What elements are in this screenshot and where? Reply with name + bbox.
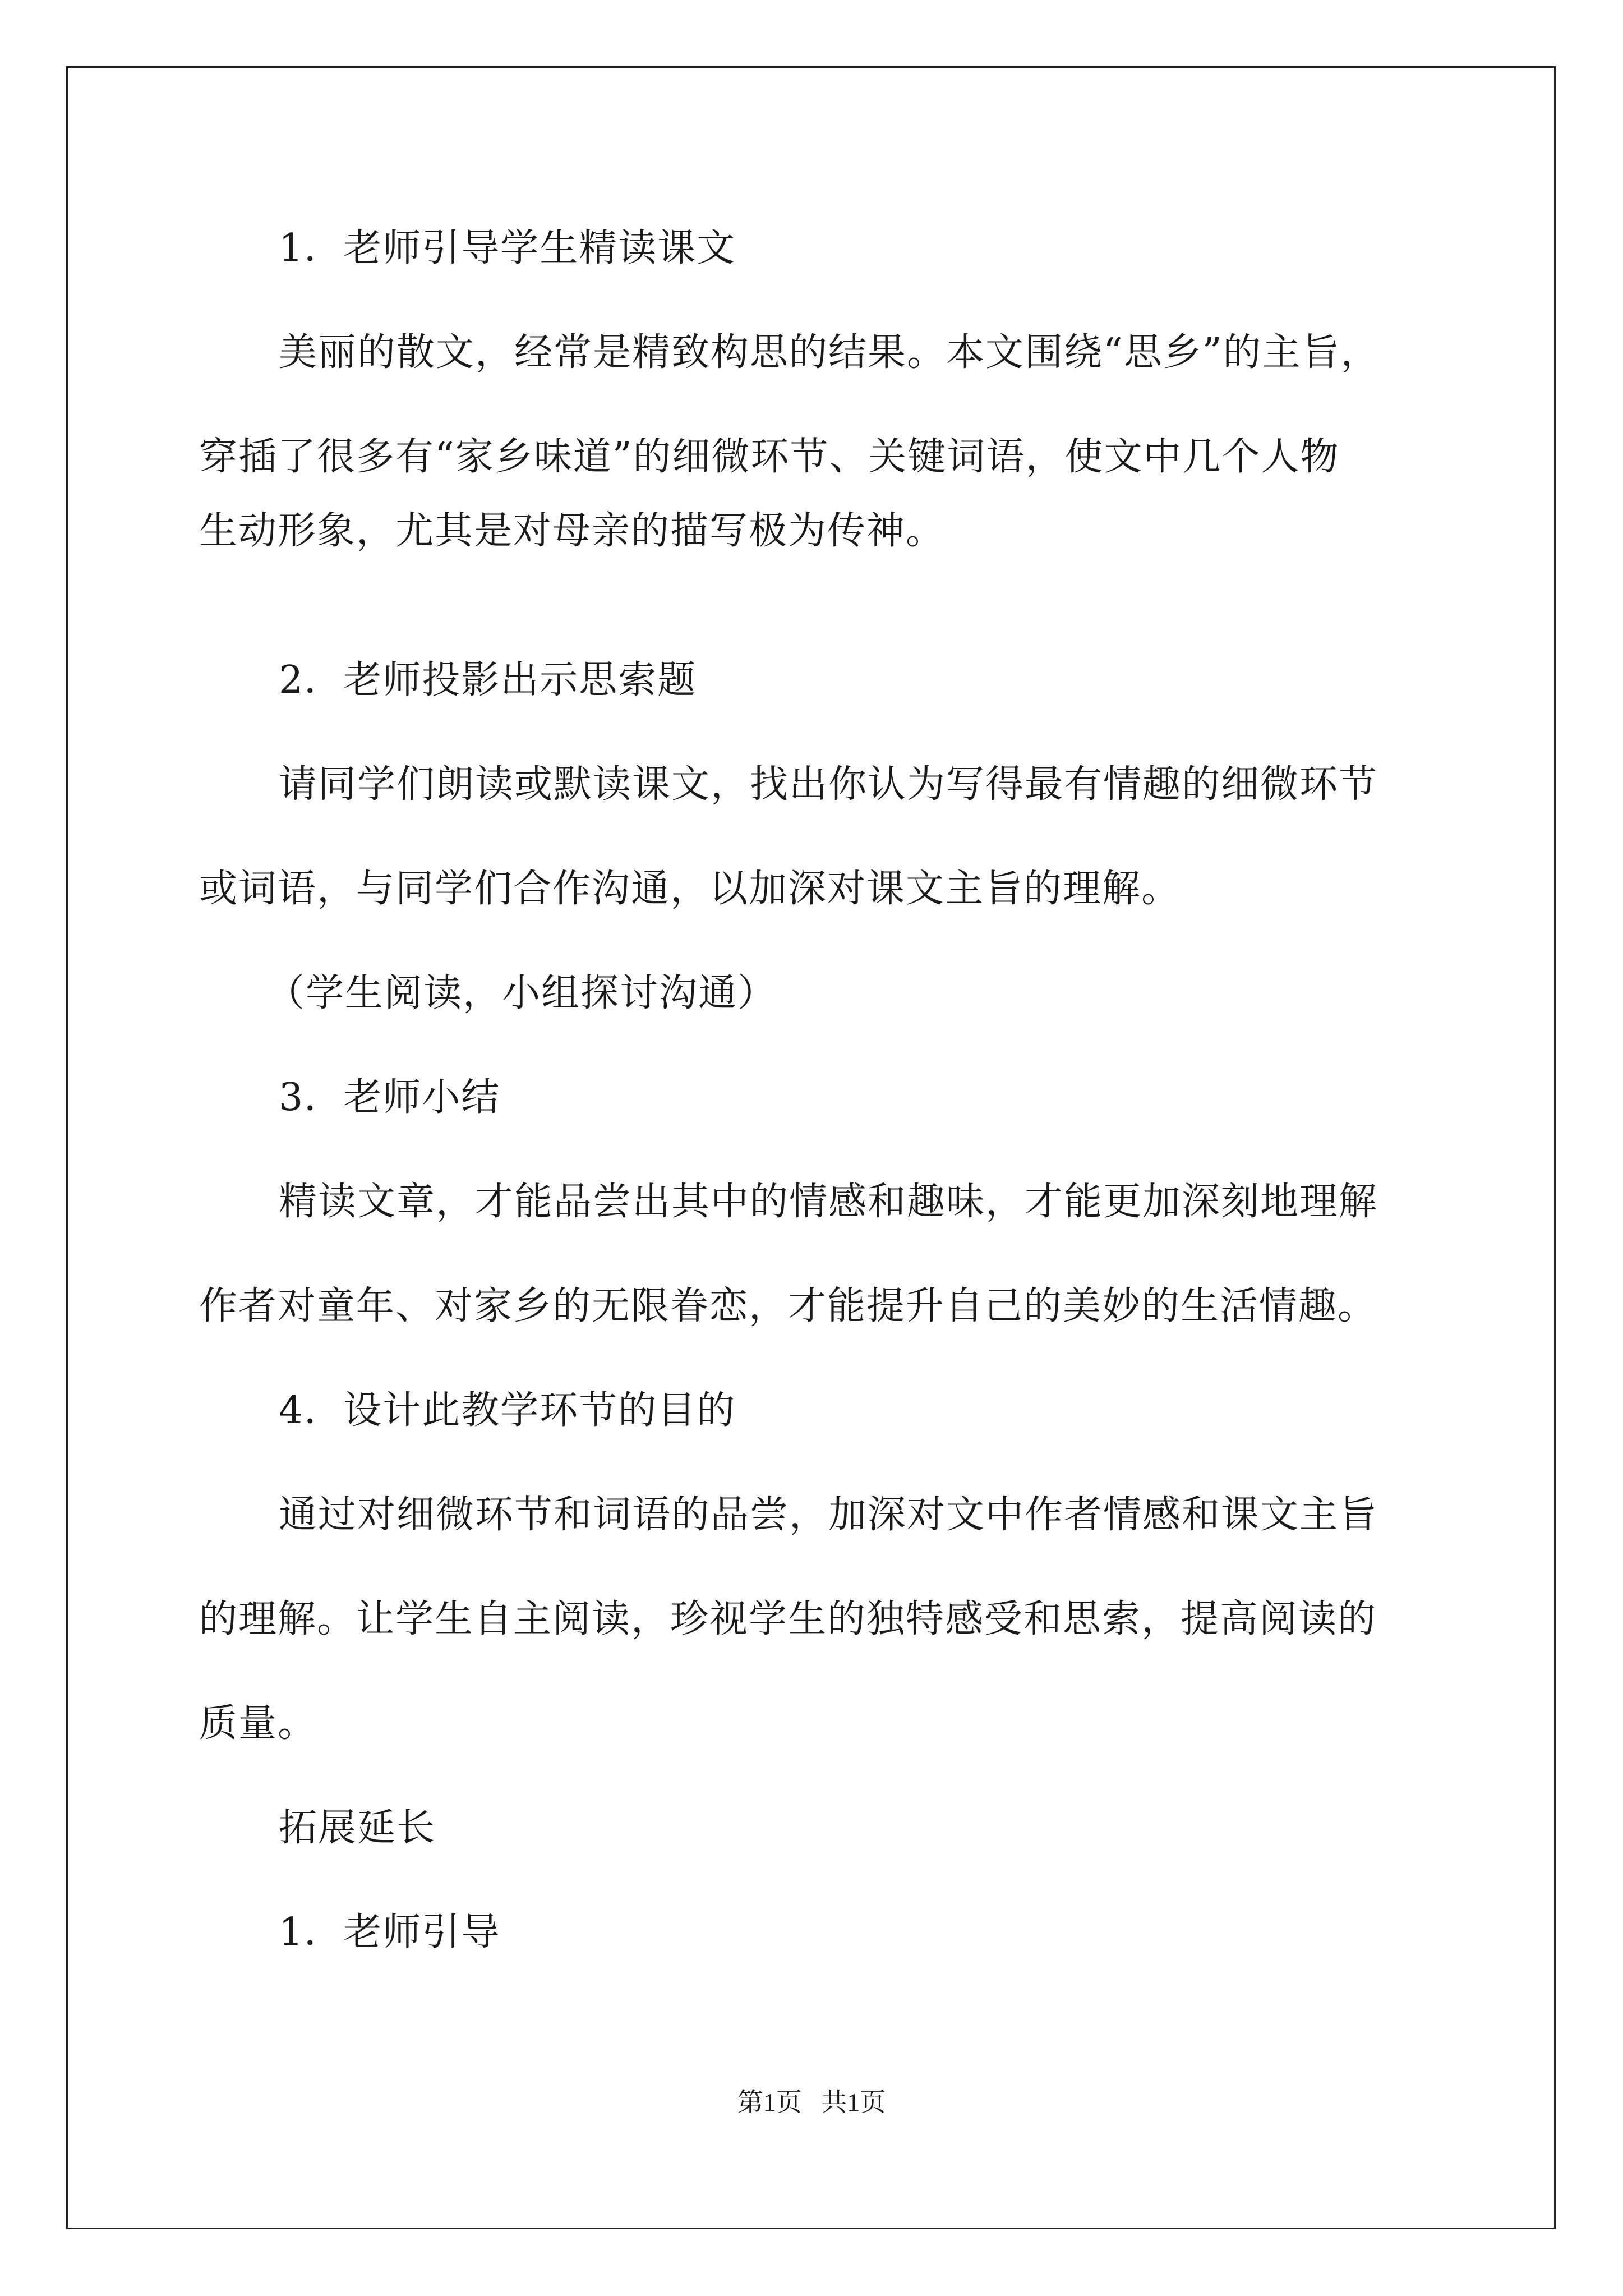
section-heading-5: 1．老师引导 [279,1910,501,1954]
paragraph-line: 通过对细微环节和词语的品尝，加深对文中作者情感和课文主旨 [279,1493,1378,1537]
paragraph-line: 穿插了很多有“家乡味道”的细微环节、关键词语，使文中几个人物 [199,435,1340,479]
paragraph-line: 生动形象，尤其是对母亲的描写极为传神。 [199,509,946,553]
section-heading-extension: 拓展延长 [279,1806,436,1850]
section-heading-3: 3．老师小结 [279,1075,501,1120]
paragraph-line: 质量。 [199,1701,317,1746]
paragraph-line: 作者对童年、对家乡的无限眷恋，才能提升自己的美妙的生活情趣。 [199,1284,1377,1328]
section-heading-4: 4．设计此教学环节的目的 [279,1388,736,1433]
paragraph-line: 请同学们朗读或默读课文，找出你认为写得最有情趣的细微环节 [279,762,1378,807]
paragraph-line: 或词语，与同学们合作沟通，以加深对课文主旨的理解。 [199,867,1181,911]
paragraph-line: 美丽的散文，经常是精致构思的结果。本文围绕“思乡”的主旨， [279,330,1380,375]
paragraph-line: 精读文章，才能品尝出其中的情感和趣味，才能更加深刻地理解 [279,1180,1378,1224]
section-heading-2: 2．老师投影出示思索题 [279,658,697,702]
paragraph-line: 的理解。让学生自主阅读，珍视学生的独特感受和思索，提高阅读的 [199,1597,1377,1641]
page-footer: 第1页 共1页 [737,2088,886,2116]
paragraph-line: （学生阅读，小组探讨沟通） [266,971,777,1015]
section-heading-1: 1．老师引导学生精读课文 [279,226,736,270]
page-border [66,66,1556,2229]
